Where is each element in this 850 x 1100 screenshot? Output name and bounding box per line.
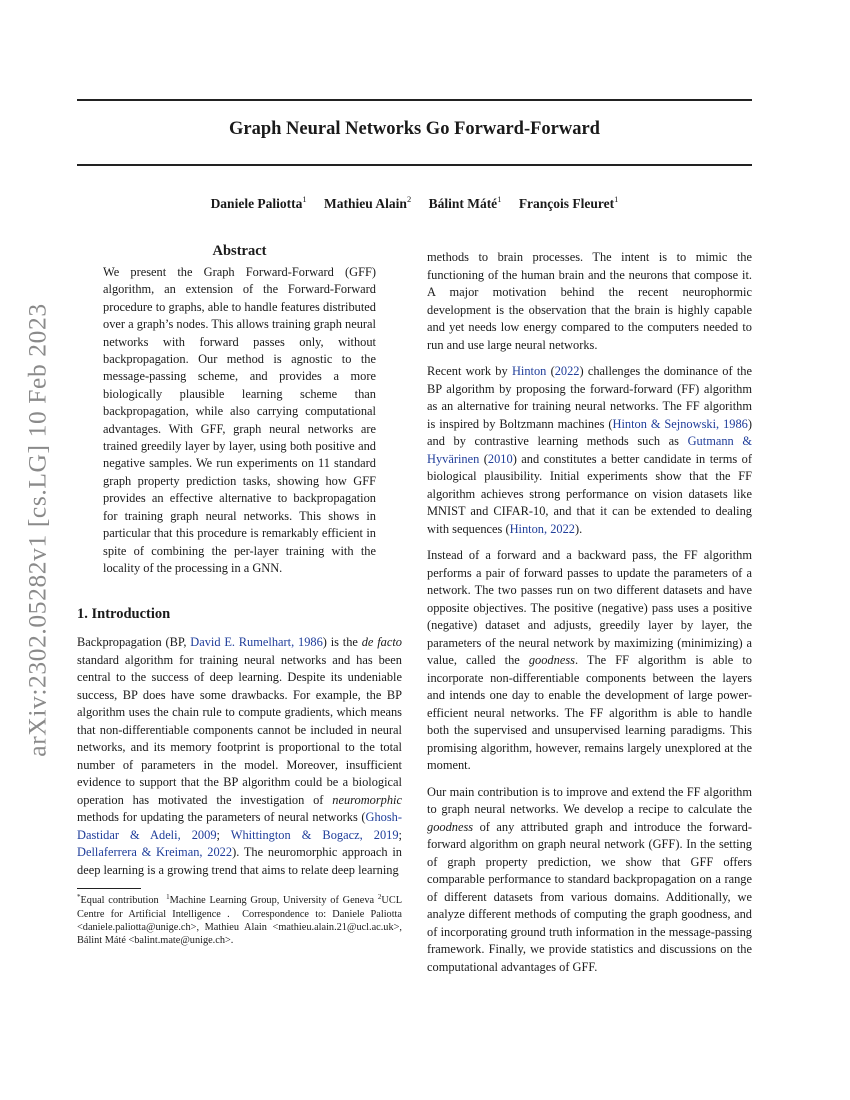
citation-link[interactable]: 2022 xyxy=(554,364,580,378)
emphasis-text: de facto xyxy=(361,635,402,650)
citation-link[interactable]: Ghosh-Dastidar & Adeli, 2009 xyxy=(77,810,402,842)
author-name: Mathieu Alain xyxy=(324,196,407,211)
author-name: François Fleuret xyxy=(518,196,615,211)
citation-link[interactable]: Hinton, 2022 xyxy=(509,521,575,536)
footnote-text: Equal contribution xyxy=(80,895,159,907)
text-run: Instead of a forward and a backward pass, the FF algorithm performs a pair of forward passes to update the parameters of a network. The two passes run on two different datasets and have opposite objectives. The positive (negative) pass uses a positive (negative) dataset and adjusts, greedily layer by layer, the parameters of the neural network by maximizing (minimizing) a value, called the xyxy=(427,548,752,667)
text-run: Backpropagation (BP, xyxy=(77,635,191,650)
citation-link[interactable]: Gutmann & Hyvärinen xyxy=(427,434,752,466)
arxiv-identifier xyxy=(10,300,66,760)
abstract-heading: Abstract xyxy=(212,243,267,259)
author xyxy=(324,196,411,211)
section-heading-introduction: 1. Introduction xyxy=(77,606,171,623)
text-run: standard algorithm for training neural networks and has been central to the success of deep learning. Despite its undeniable success, BP does have some drawbacks. For example, the BP algorithm uses the chain rule to compute gradients, which means that non-differentiable components cannot be included in neural networks, and its memory footprint is proportional to the total number of parameters in the model. Moreover, insufficient evidence to support that the BP algorithm could be a biological operation has motivated the investigation of xyxy=(77,652,402,807)
text-run: ) is the xyxy=(322,635,362,650)
text-run: . The FF algorithm is able to incorporate non-differentiable components between the layers and intends one day to enable the development of large power-efficient neural networks. The FF algorithm is able to handle both the supervised and unsupervised learning paradigms. This promising algorithm, however, remains largely unexplored at the moment. xyxy=(427,653,752,772)
citation-link[interactable]: Hinton xyxy=(511,364,547,378)
footnote-divider xyxy=(77,888,141,889)
text-run: methods for updating the parameters of neural networks ( xyxy=(77,810,366,825)
text-run: ( xyxy=(546,364,555,378)
text-run: ( xyxy=(479,451,488,466)
citation-link[interactable]: David E. Rumelhart, 1986 xyxy=(190,635,323,650)
citation-link[interactable]: 2010 xyxy=(487,451,513,466)
paper-title: Graph Neural Networks Go Forward-Forward xyxy=(229,119,600,139)
author xyxy=(519,196,619,211)
footnote-mark: 2 xyxy=(377,893,382,902)
emphasis-text: goodness xyxy=(528,653,575,667)
author-affiliation-mark: 2 xyxy=(406,194,412,204)
footnote-text: UCL Centre for Artificial Intelligence . xyxy=(77,895,402,920)
text-run: ). xyxy=(574,521,583,536)
author-affiliation-mark: 1 xyxy=(497,194,502,204)
author xyxy=(211,196,307,211)
intro-paragraph-1-continued: methods to brain processes. The intent is to mimic the functioning of the human brain and the neurons that compose it. A major motivation behind the recent neurophormic development is the observation that the brain is highly capable and yet needs low energy compared to the computers needed to run and use large neural networks. xyxy=(427,250,752,352)
title-rule-top xyxy=(77,99,752,101)
left-column xyxy=(77,243,402,947)
text-run: ; xyxy=(216,827,231,842)
text-run: Recent work by xyxy=(427,364,512,378)
intro-paragraph-4 xyxy=(427,784,752,977)
text-run: ) and by contrastive learning methods such as xyxy=(427,416,752,448)
footnote xyxy=(77,894,402,947)
citation-link[interactable]: Hinton & Sejnowski, 1986 xyxy=(612,416,748,431)
text-run: of any attributed graph and introduce the forward-forward algorithm on graph neural network (GFF). In the setting of graph property prediction, we show that GFF offers comparable performance to standard backpropagation on a range of different datasets from various domains. Additionally, we analyze different methods of computing the graph goodness, and of incorporating ground truth information in the message-passing framework. Finally, we provide statistics and discussions on the computational advantages of GFF. xyxy=(427,819,752,974)
text-run: ; xyxy=(398,827,402,842)
author xyxy=(429,196,502,211)
text-run: Our main contribution is to improve and extend the FF algorithm to graph neural networks. We develop a recipe to calculate the xyxy=(427,784,752,816)
arxiv-identifier-text: arXiv:2302.05282v1 [cs.LG] 10 Feb 2023 xyxy=(23,303,53,757)
footnote-correspondence: Correspondence to: Daniele Paliotta <daniele.paliotta@unige.ch>, Mathieu Alain <mathieu.alain.21@ucl.ac.uk>, Bálint Máté <balint.mate@unige.ch>. xyxy=(77,908,402,946)
text-run: ). The neuromorphic approach in deep learning is a growing trend that aims to relate deep learning xyxy=(77,845,403,877)
footnote-mark: * xyxy=(77,893,81,902)
text-run: ) and constitutes a better candidate in terms of biological plausibility. Initial experiments show that the FF algorithm achieves strong performance on vision datasets like MNIST and CIFAR-10, and that it can be extended to dealing with sequences ( xyxy=(427,451,752,536)
title-rule-bottom xyxy=(77,164,752,166)
abstract-text: We present the Graph Forward-Forward (GFF) algorithm, an extension of the Forward-Forward procedure to graphs, able to handle features distributed over a graph’s nodes. This allows training graph neural networks with forward passes only, without backpropagation. Our method is agnostic to the message-passing scheme, and provides a more biologically plausible learning scheme than backpropagation, while also carrying computational advantages. With GFF, graph neural networks are trained greedily layer by layer, using both positive and negative samples. We run experiments on 11 standard graph property prediction tasks, showing how GFF provides an effective alternative to backpropagation for training graph neural networks. This shows in particular that this procedure is remarkably efficient in spite of combining the per-layer training with the locality of the processing in a GNN. xyxy=(103,265,376,575)
author-name: Daniele Paliotta xyxy=(210,196,303,211)
emphasis-text: goodness xyxy=(427,819,474,834)
author-affiliation-mark: 1 xyxy=(614,194,619,204)
citation-link[interactable]: Whittington & Bogacz, 2019 xyxy=(230,827,399,842)
footnote-mark: 1 xyxy=(166,893,170,902)
citation-link[interactable]: Dellaferrera & Kreiman, 2022 xyxy=(77,845,233,860)
intro-paragraph-2 xyxy=(427,363,752,538)
text-run: ) challenges the dominance of the BP algorithm by proposing the forward-forward (FF) algorithm as an alternative for training neural networks. The FF algorithm is inspired by Boltzmann machines ( xyxy=(427,364,752,431)
footnote-text: Machine Learning Group, University of Geneva xyxy=(169,895,375,907)
emphasis-text: neuromorphic xyxy=(332,792,402,807)
author-affiliation-mark: 1 xyxy=(302,194,307,204)
right-column xyxy=(427,249,752,985)
intro-paragraph-3 xyxy=(427,547,752,775)
author-name: Bálint Máté xyxy=(428,196,498,211)
author-list xyxy=(77,196,752,212)
intro-paragraph-1 xyxy=(77,634,402,879)
